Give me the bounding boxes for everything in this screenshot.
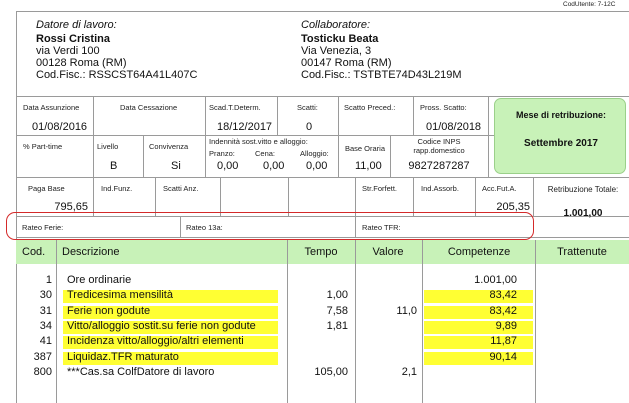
col-cod: Cod.	[22, 246, 46, 258]
cell-tempo: 1,00	[326, 289, 348, 301]
cell-cod: 31	[39, 305, 52, 317]
pranzo-label: Pranzo:	[209, 149, 235, 158]
parttime-label: % Part-time	[23, 142, 63, 151]
cell-cod: 800	[33, 366, 52, 378]
cena-value: 0,00	[263, 160, 285, 172]
scad-label: Scad.T.Determ.	[209, 103, 261, 112]
col-descrizione: Descrizione	[62, 246, 120, 258]
alloggio-label: Alloggio:	[300, 149, 329, 158]
str-forfett-label: Str.Forfett.	[362, 184, 398, 193]
col-competenze: Competenze	[447, 246, 511, 258]
scatti-label: Scatti:	[297, 103, 318, 112]
cell-competenze: 1.001,00	[474, 274, 517, 286]
alloggio-value: 0,00	[306, 160, 328, 172]
ind-funz-label: Ind.Funz.	[101, 184, 133, 193]
cell-cod: 41	[39, 335, 52, 347]
paga-base-value: 795,65	[54, 201, 88, 213]
scatto-preced-label: Scatto Preced.:	[344, 103, 396, 112]
employee-block	[301, 19, 551, 81]
employer-block	[36, 19, 266, 81]
rateo-ferie-label: Rateo Ferie:	[22, 223, 64, 232]
employer-address: via Verdi 100	[36, 45, 100, 57]
col-trattenute: Trattenute	[557, 246, 607, 258]
cell-cod: 30	[39, 289, 52, 301]
cell-descrizione: Vitto/alloggio sostit.su ferie non godute	[67, 320, 256, 332]
inps-label: Codice INPS	[417, 137, 461, 146]
retrib-totale-label: Retribuzione Totale:	[547, 185, 619, 194]
indennita-label: Indennità sost.vitto e alloggio:	[209, 137, 308, 146]
base-oraria-label: Base Oraria	[345, 144, 386, 153]
pross-scatto-label: Pross. Scatto:	[420, 103, 467, 112]
employee-name: Tosticku Beata	[301, 33, 379, 45]
cell-competenze: 9,89	[495, 320, 517, 332]
cell-descrizione: ***Cas.sa ColfDatore di lavoro	[67, 366, 215, 378]
cell-cod: 34	[39, 320, 52, 332]
data-assunzione-value: 01/08/2016	[32, 121, 88, 133]
cell-tempo: 1,81	[326, 320, 348, 332]
cell-cod: 1	[45, 274, 52, 286]
employer-city: 00128 Roma (RM)	[36, 57, 127, 69]
data-assunzione-label: Data Assunzione	[23, 103, 80, 112]
acc-fut-label: Acc.Fut.A.	[482, 184, 517, 193]
employee-address: Via Venezia, 3	[301, 45, 372, 57]
pranzo-value: 0,00	[217, 160, 239, 172]
cell-descrizione: Tredicesima mensilità	[67, 289, 173, 301]
scatti-value: 0	[306, 121, 313, 133]
cell-competenze: 11,87	[490, 335, 517, 347]
cell-descrizione: Liquidaz.TFR maturato	[67, 351, 179, 363]
employee-label: Collaboratore:	[301, 19, 371, 31]
data-cessazione-label: Data Cessazione	[120, 103, 178, 112]
ratei-highlight	[6, 212, 534, 240]
cell-descrizione: Ferie non godute	[67, 305, 151, 317]
convivenza-label: Convivenza	[149, 142, 189, 151]
cell-competenze: 90,14	[489, 351, 517, 363]
cell-descrizione: Ore ordinarie	[67, 274, 132, 286]
cell-competenze: 83,42	[489, 305, 517, 317]
livello-value: B	[110, 160, 118, 172]
cena-label: Cena:	[255, 149, 276, 158]
scatti-anz-label: Scatti Anz.	[163, 184, 199, 193]
cell-valore: 2,1	[401, 366, 417, 378]
cell-tempo: 105,00	[314, 366, 348, 378]
mese-retribuzione-label: Mese di retribuzione:	[515, 110, 606, 120]
paga-base-label: Paga Base	[28, 184, 65, 193]
scad-value: 18/12/2017	[217, 121, 273, 133]
employer-tax-code: Cod.Fisc.: RSSCST64A41L407C	[36, 69, 198, 81]
cell-tempo: 7,58	[326, 305, 348, 317]
convivenza-value: Si	[171, 160, 181, 172]
mese-retribuzione-value: Settembre 2017	[524, 138, 598, 149]
rateo-13a-label: Rateo 13a:	[186, 223, 223, 232]
inps-sublabel: rapp.domestico	[413, 146, 465, 155]
cell-competenze: 83,42	[489, 289, 517, 301]
employer-label: Datore di lavoro:	[36, 19, 117, 31]
mese-retribuzione-box	[494, 98, 626, 174]
employer-name: Rossi Cristina	[36, 33, 110, 45]
ind-assorb-label: Ind.Assorb.	[421, 184, 459, 193]
employee-city: 00147 Roma (RM)	[301, 57, 392, 69]
pross-scatto-value: 01/08/2018	[426, 121, 482, 133]
cell-valore: 11,0	[396, 305, 417, 317]
cell-descrizione: Incidenza vitto/alloggio/altri elementi	[67, 335, 244, 347]
cod-utente: CodUtente: 7-12C	[563, 1, 616, 8]
rateo-tfr-label: Rateo TFR:	[362, 223, 401, 232]
col-valore: Valore	[372, 246, 404, 258]
col-tempo: Tempo	[304, 246, 338, 258]
inps-value: 9827287287	[408, 160, 470, 172]
employee-tax-code: Cod.Fisc.: TSTBTE74D43L219M	[301, 69, 462, 81]
retrib-totale-value: 1.001,00	[563, 208, 603, 219]
livello-label: Livello	[97, 142, 119, 151]
cell-cod: 387	[33, 351, 52, 363]
acc-fut-value: 205,35	[496, 201, 530, 213]
base-oraria-value: 11,00	[355, 160, 382, 172]
